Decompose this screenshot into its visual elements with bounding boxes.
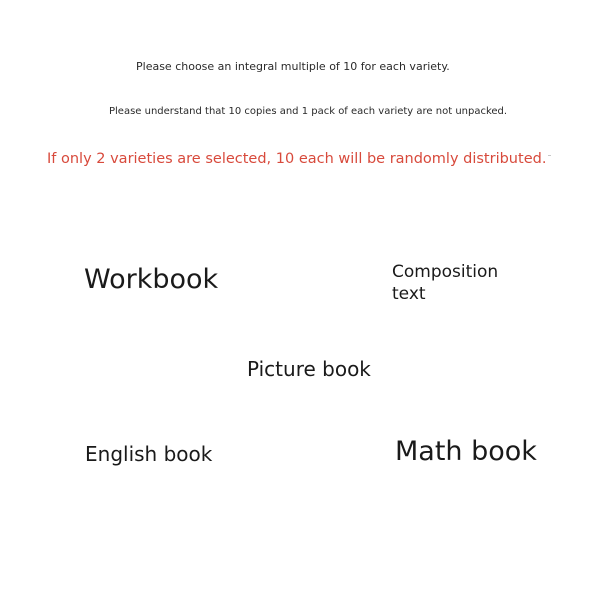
instruction-not-unpacked: Please understand that 10 copies and 1 pack of each variety are not unpacked. [109,106,508,117]
variety-picture-book-label: Picture book [247,357,371,381]
instruction-multiple-of-ten: Please choose an integral multiple of 10 for each variety. [136,60,450,73]
random-distribution-warning: If only 2 varieties are selected, 10 each will be randomly distributed. [47,151,547,167]
variety-workbook-label: Workbook [84,264,219,295]
variety-composition-text-label: Composition text [392,262,499,304]
variety-math-book-label: Math book [395,436,537,467]
decorative-speck [548,155,551,156]
variety-english-book-label: English book [85,442,213,466]
